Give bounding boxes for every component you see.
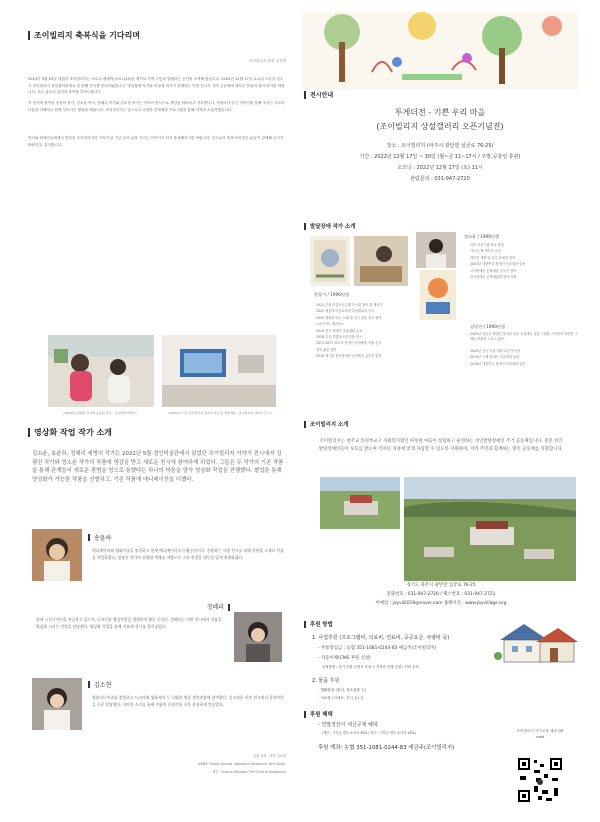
artist2-history-item: 2021년 대한민국 장애인 미술대전 입선 — [470, 262, 526, 267]
benefit-line: (개인 : 기부금 연도 소득의 30% / 법인 : 기부금 연도 소득의 10%) — [322, 731, 416, 735]
support-item2-title: 2. 물품 후원 — [312, 678, 340, 684]
artist1-painting — [310, 236, 350, 286]
video-title: 영상화 작업 작가 소개 — [34, 428, 112, 437]
artist2-photo — [416, 232, 456, 268]
artist3-name: 김평진 / 1990년생 — [470, 324, 505, 329]
house-illustration — [494, 612, 580, 668]
video-heading — [28, 427, 286, 438]
village-wide-photo — [404, 477, 576, 581]
artist2-history-item: 개인전 개최 및 다수 단체전 참여 — [470, 255, 516, 260]
artist2-history-item: 시각장애인 문화예술 공모전 참여 — [470, 268, 517, 273]
village-desc: 조이빌리지는 천주교 의정부교구 사회복지법인 따뜻한 마음이 설립하고 운영하는 성인발달장애인 주거 공동체입니다. 중증 성인발달장애인들이 보호를 받으며 각자의 개성에 맞게 자립할 수 있도록 지원하며, 지역 주민과 함께하는 열린 공동체를 지향합니다. — [318, 439, 564, 452]
left-column — [28, 26, 286, 148]
children-drawing — [302, 12, 578, 90]
account-label: 후원 계좌: 농협 351-1081-0244-83 예금주(조이빌리지) — [318, 745, 455, 751]
artist2-history — [470, 242, 578, 280]
artist3-history-item: 2019년 국제 장애인 미술대회 입선 — [470, 355, 520, 360]
artist1-name: 한창기 / 1996년생 — [314, 292, 349, 297]
village-aerial-photo — [320, 477, 400, 529]
support-section-title: 후원 방법 — [310, 622, 333, 628]
exhibit-section — [304, 90, 576, 182]
credit-1: 음원 출처 : 작가 김소현 — [253, 754, 286, 758]
qr-code — [516, 756, 564, 804]
support-item1-line: - 무통장입금 : 농협 351-1081-0244-83 예금주(조이빌리지) — [318, 646, 437, 651]
greeting-title: 조이빌리지 축복식을 기다리며 — [34, 31, 141, 40]
exhibit-period: 기간 : 2022년 12월 17일 ~ 30일 (월~금 11~17시 / 주말,공휴일 휴관) — [359, 154, 521, 160]
artist1-history-item: 2021 본원 미술프로그램 전시회 참여 및 개인전 — [316, 303, 383, 307]
artist2-history-item: 아트인 제 개인전 수상 — [470, 249, 501, 254]
video-intro: 김소윤, 송윤하, 정혜리 세명의 작가는 2022년 5월 경인미술관에서 있었던 조이빌리지 이야기 전시에서 김평진 작가와 정소윤 작가의 작품에 영감을 받고 새로운 전시에 참여하게 되었다. 그들은 두 작가의 기존 작품을 통해 관계들이 새로운 광범을 영으로 통했다는 하나의 마음을 담아 영상화 작업을 진행했다. 협업을 통해 영상화가 가능한 작품을 선별하고, 기존 작품에 애니메이션을 더했다. — [32, 451, 284, 483]
kimsohyeon-bio: 영화미디어과를 졸업하고 드라마와 영화제작 등 다양한 영상 제작현장에 참여했다. 김소현은 이번 전시에서 음향작업을 주로 담당했다. 자연의 소리를 통해 작품의 분위기를 더욱 풍성하게 만들었다. — [92, 695, 284, 708]
village-heading — [304, 420, 578, 428]
dd-artists-section — [304, 222, 578, 370]
artist1-history-item: 2017 2017 파주시 장애인 문화예술 작품 전시 — [316, 341, 382, 346]
artist2-history-item: 서울 마음그림 학교 졸업 — [470, 243, 504, 247]
greeting-para2: 이 전시에 참여한 송윤하 작가, 김소윤 작가, 정혜리 작가와 김소현 작가는 각자의 방식으로 세상을 바라보고 기록합니다. 작품마다 담긴 이야기를 통해 우리는 서로의 다름을 이해하고 함께 살아가는 방법을 배웁니다. 조이빌리지는 앞으로도 다양한 문화예술 프로그램을 통해 지역과 소통하겠습니다. — [28, 100, 285, 112]
video-section — [28, 427, 286, 484]
greeting-para1: 2013년 5월 20일 개원한 조이빌리지는 코로나 팬데믹(코로나19)을 계기로 지역 주민과 함께하는 공간을 모색해 왔습니다. 2022년 12월 17일 토요일 오픈을 앞두고 조이빌리지 상설갤러리에서 첫 번째 전시를 준비하였습니다. 발달장애 작가와 비장애 작가가 함께하는 이번 전시가 지역 공동체에 새로운 만남의 장이 되기를 바랍니다. 모든 분들의 관심과 참여를 부탁드립니다. — [28, 77, 285, 95]
artist3-history — [470, 348, 578, 367]
photo2-caption: <2022년 기존 조이빌리지 갤러리 전시 및 영상작품 - 조이빌리지 갤러리 전시> — [167, 411, 273, 415]
jeonghyeri-name: 정혜리 — [206, 604, 224, 611]
support-item1-line: - 자동이체(CMS 후원 신청) — [318, 656, 371, 661]
photo-gallery — [162, 335, 276, 407]
artist-kimsohyeon — [28, 676, 286, 756]
village-email: 이메일 : joyvil2019@naver.com 홈페이지 : www.joyvillage.org — [375, 601, 507, 606]
photo1-caption: <2022년 정혜리 작가와 송윤하 작가 - 조이빌리지에서> — [62, 411, 138, 415]
jeonghyeri-bio: 현재 시각디자인을 전공하고 있으며, 디자인과 영상작업을 병행하며 활동 중이다. 정혜리는 이번 전시에서 작품을 영상화 시키는 작업을 담당했다. 영상화 작업을 통해 작품에 생기를 불어넣었다. — [36, 617, 222, 630]
exhibit-opening: 오프닝 : 2022년 12월 17일 (토) 11시 — [397, 165, 483, 171]
exhibit-place: 장소 : 조이빌리지 (파주시 광탄면 심궁로 76-25) — [386, 143, 494, 149]
artist-jeonghyeri — [28, 602, 286, 682]
artist-songyunha — [28, 527, 286, 607]
greeting-author: 조이빌리지 원장 김지영 — [249, 59, 286, 63]
dd-section-title: 발달장애 작가 소개 — [310, 224, 356, 230]
artist1-history-item: 2016 제 7회 전국장애인 문화예술 공모전 입선 — [316, 354, 382, 359]
benefit-title: 후원 혜택 — [310, 712, 333, 718]
exhibit-title1: 투게더전 - 기쁜 우리 마을 — [394, 108, 486, 117]
benefit-line: - 연말정산시 세금공제 혜택 — [318, 722, 378, 728]
artist3-history-item: 2018년 대한민국 장애인 미술대회 입선 — [470, 361, 526, 366]
songyunha-photo — [32, 529, 82, 581]
exhibit-contact: 관람문의 : 031-947-2720 — [410, 176, 470, 182]
songyunha-name: 송윤하 — [94, 535, 112, 542]
artist3-desc: 2005년 영등포 장애인 복지관 미술 교실에서 처음 그림을 시작하여 다양한 주제로 작품을 그리고 있다. — [470, 332, 578, 342]
qr-label: 조이빌리지 카카오톡 채널 QR code — [516, 729, 564, 739]
benefit-heading — [304, 710, 578, 718]
credit-2: ASMR "Forest Sounds, Woodland Ambience, Bird Song" — [198, 762, 286, 766]
artist2-name: 정소윤 / 1996년생 — [464, 234, 499, 239]
support-item2-line: - 식료품 (식재료, 간식 등) 등 — [318, 696, 364, 700]
kimsohyeon-heading — [88, 680, 111, 689]
credit-3: 제공 : Francis Mathew (The Guild of Ambience) — [212, 770, 286, 774]
kimsohyeon-name: 김소현 — [94, 682, 112, 689]
village-phone: 전화번호 : 031-947-2720 / 팩스번호 : 031-947-2721 — [386, 592, 496, 597]
artist1-history-item: 2020 세종대 미술교육원 특성화교육 전시 — [316, 309, 375, 314]
exhibit-heading — [304, 90, 576, 99]
kimsohyeon-photo — [32, 678, 82, 730]
artist1-history-item: 2018 부산 특별전시회 작품 전시 — [316, 335, 363, 340]
jeonghyeri-photo — [234, 612, 282, 662]
artist1-history-item: 2020 행복을 여는 노래 및 전시 공동 전시 참여 — [316, 315, 382, 320]
photo-artists — [48, 335, 154, 407]
artist1-history-item: 2019 전국 장애인 미술대회 수상 — [316, 328, 363, 333]
artist1-history — [316, 302, 426, 360]
artist1-work-photo — [354, 236, 408, 286]
support-item1-line: 신청방법 : 정기 후원 신청서 작성 → 가까운 은행 신청 / 전화 문의 — [322, 665, 419, 669]
artist3-history-item: 2022년 전국 미술 대회 특선 작가상 — [470, 349, 521, 353]
dd-heading — [304, 222, 578, 230]
village-address: 경기도 파주시 광탄면 심궁로 76-25 — [406, 583, 476, 588]
support-item1-title: 1. 사업후원 (프로그램비, 의료비, 연료비, 공공요금, 차량비 등) — [312, 635, 450, 641]
exhibit-section-title: 전시안내 — [310, 92, 334, 99]
exhibit-title2: (조이빌리지 상설갤러리 오픈기념전) — [376, 122, 504, 131]
songyunha-heading — [88, 533, 111, 542]
artist1-history-item: 창작 활동 일반 — [316, 347, 337, 352]
village-section — [304, 420, 578, 454]
greeting-para3: 반서와 장애인들에게서 발달한 조이빌리지의 카미가 된 기금 들의 삶을 지키는 이야기가 더욱 풍성해지기를 바랍니다. 앞으로의 축복식에 많은 분들이 함께해 주시기 바랍니다. 감사합니다. — [28, 136, 284, 147]
greeting-heading — [28, 30, 286, 41]
artist2-history-item: 한국장애인 문화예술원 창작 지원 — [470, 275, 517, 280]
songyunha-bio: 애니메이터와 영화미술을 졸업하고 현재 애니메이터로서 활동중이다. 송윤하는 사랑 전시를 위해 정원을 소재로 작품을 작업하였다. 김평진 작가의 선명한 색채를 바탕으로 그의 풍경을 생동감 있게 연출하였다. — [92, 548, 284, 561]
support-item2-line: - 생활용품 (휴지, 청소용품 등) — [318, 688, 366, 692]
village-section-title: 조이빌리지 소개 — [310, 422, 349, 428]
artist1-history-item: <나가가는 갤러리> — [316, 322, 344, 327]
